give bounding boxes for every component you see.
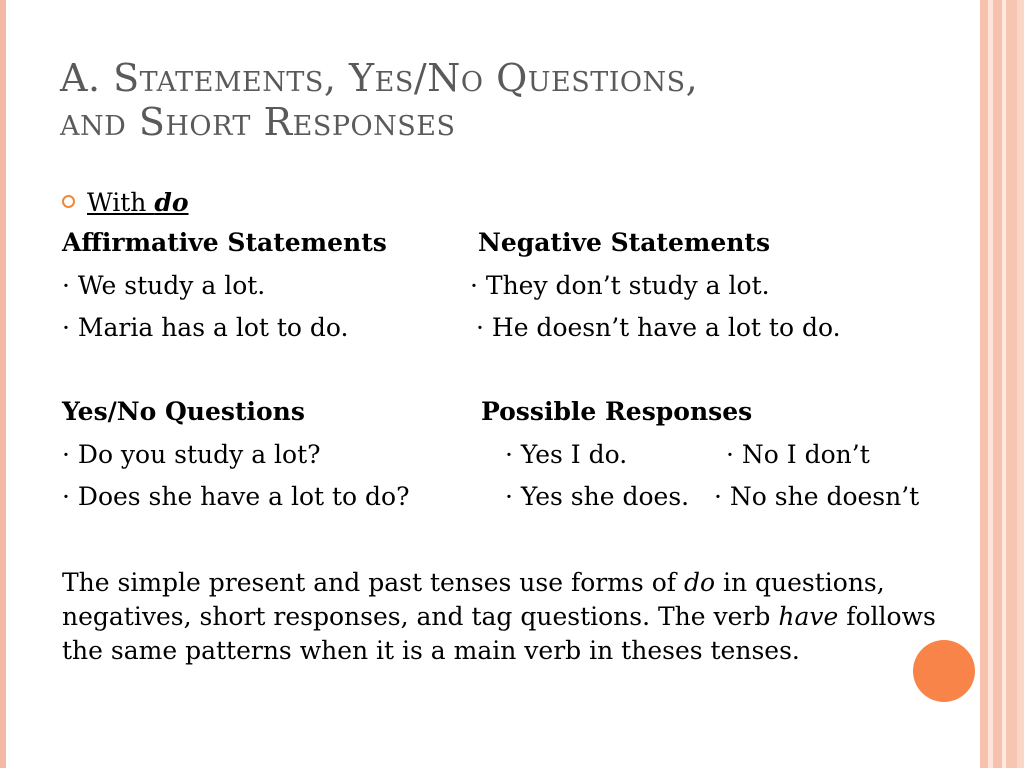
no-response: · No I don’t [726,440,870,469]
with-label: With [87,188,155,217]
decorative-circle [913,640,975,702]
circle-bullet-icon [62,195,75,208]
title-line-2: and Short Responses [60,100,456,144]
possible-responses-header: Possible Responses [481,397,753,426]
negative-item: · They don’t study a lot. [470,271,770,300]
right-stripe [980,0,988,768]
yesno-questions-header: Yes/No Questions [62,397,305,426]
no-response: · No she doesn’t [714,482,920,511]
affirmative-item: · We study a lot. [62,271,266,300]
question-item: · Does she have a lot to do? [62,482,410,511]
right-stripe [1006,0,1017,768]
paragraph-have-word: have [778,602,839,631]
title-line-1: A. Statements, Yes/No Questions, [60,56,699,100]
affirmative-item: · Maria has a lot to do. [62,313,349,342]
right-stripe [993,0,1002,768]
paragraph-part-2: in questions, negatives, short responses, and tag questions. The verb [62,568,885,631]
right-stripe [1017,0,1024,768]
yes-response: · Yes she does. [505,482,690,511]
affirmative-header: Affirmative Statements [62,228,387,257]
bullet-with-do [62,188,189,218]
paragraph-part-3: follows the same patterns when it is a main verb in theses tenses. [62,602,936,665]
explanation-paragraph [62,566,962,668]
slide-title [60,56,960,144]
left-border [0,0,6,768]
with-do-label [87,188,189,217]
paragraph-do-word: do [683,568,716,597]
negative-header: Negative Statements [478,228,771,257]
negative-item: · He doesn’t have a lot to do. [476,313,841,342]
with-verb: do [154,188,189,217]
yes-response: · Yes I do. [505,440,628,469]
question-item: · Do you study a lot? [62,440,321,469]
paragraph-part-1: The simple present and past tenses use forms of [62,568,684,597]
